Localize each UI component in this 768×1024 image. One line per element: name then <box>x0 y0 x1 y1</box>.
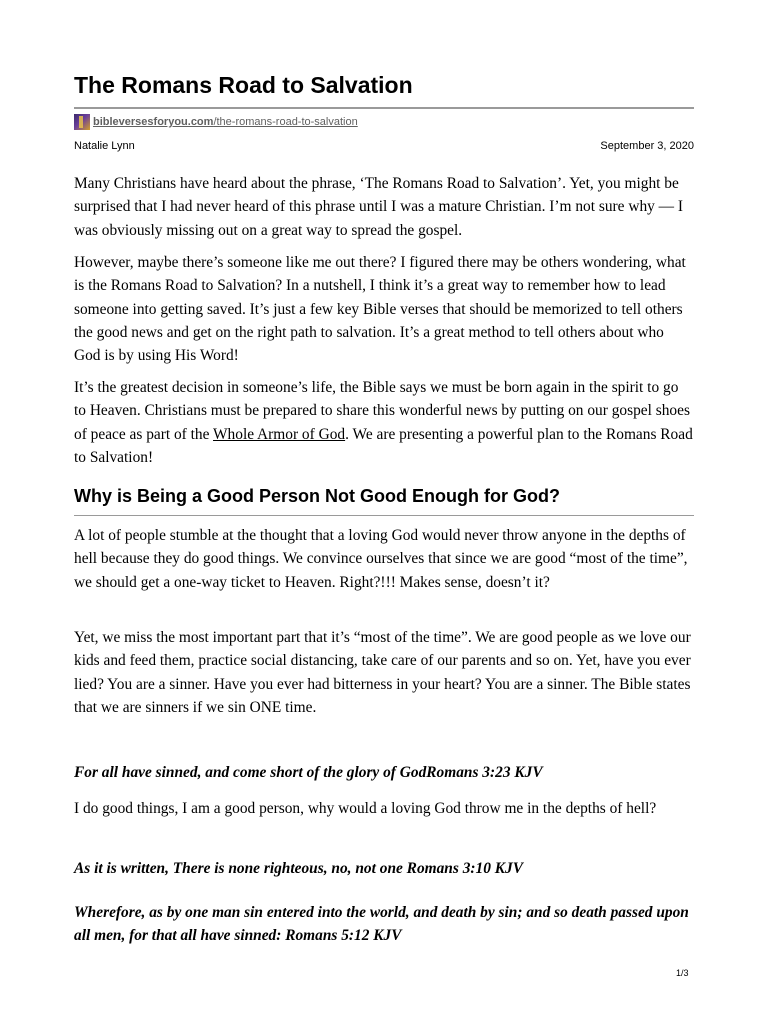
paragraph-good-things: I do good things, I am a good person, why would a loving God throw me in the depths of hell? <box>74 800 657 817</box>
paragraph-decision-text-2: . We are presenting a powerful plan to the Romans Road to Salvation! <box>74 425 693 466</box>
scripture-quote-romans-3-23: For all have sinned, and come short of the glory of GodRomans 3:23 KJV <box>74 764 543 781</box>
source-domain: bibleversesforyou.com <box>93 116 214 128</box>
source-url-link[interactable] <box>93 116 358 128</box>
paragraph-decision-text-1: It’s the greatest decision in someone’s life, the Bible says we must be born again in the spirit to go to Heaven. Christians must be prepared to share this wonderful news by putting on our gospel shoes of peace as part of the <box>74 379 690 443</box>
source-line <box>74 114 358 130</box>
paragraph-wondering: However, maybe there’s someone like me out there? I figured there may be others wondering, what is the Romans Road to Salvation? In a nutshell, I think it’s a great way to remember how to lead someone into getting saved. It’s just a few key Bible verses that should be memorized to tell others the good news and get on the right path to salvation. It’s a great method to tell others about who God is by using His Word! <box>74 254 686 365</box>
whole-armor-of-god-link[interactable]: Whole Armor of God <box>213 425 346 443</box>
page-number: 1/3 <box>676 968 689 978</box>
paragraph-decision <box>74 376 694 469</box>
scripture-quote-romans-5-12: Wherefore, as by one man sin entered into the world, and death by sin; and so death passed upon all men, for that all have sinned: Romans 5:12 KJV <box>74 904 689 945</box>
paragraph-stumble: A lot of people stumble at the thought that a loving God would never throw anyone in the depths of hell because they do good things. We convince ourselves that since we are good “most of the time”, we should get a one-way ticket to Heaven. Right?!!! Makes sense, doesn’t it? <box>74 527 688 591</box>
paragraph-most-of-time: Yet, we miss the most important part that it’s “most of the time”. We are good people as we love our kids and feed them, practice social distancing, take care of our parents and so on. Yet, have you ever lied? You are a sinner. Have you ever had bitterness in your heart? You are a sinner. The Bible states that we are sinners if we sin ONE time. <box>74 629 691 716</box>
source-path: /the-romans-road-to-salvation <box>213 116 358 128</box>
author-name: Natalie Lynn <box>74 140 135 152</box>
title-divider <box>74 107 694 109</box>
page-title: The Romans Road to Salvation <box>74 72 413 98</box>
scripture-quote-romans-3-10: As it is written, There is none righteous, no, not one Romans 3:10 KJV <box>74 860 523 877</box>
paragraph-intro: Many Christians have heard about the phrase, ‘The Romans Road to Salvation’. Yet, you might be surprised that I had never heard of this phrase until I was a mature Christian. I’m not sure why — I was obviously missing out on a great way to spread the gospel. <box>74 175 684 239</box>
byline <box>74 140 694 152</box>
publish-date: September 3, 2020 <box>600 140 694 152</box>
section-heading: Why is Being a Good Person Not Good Enough for God? <box>74 486 560 506</box>
section-divider <box>74 515 694 516</box>
site-favicon-icon <box>74 114 90 130</box>
